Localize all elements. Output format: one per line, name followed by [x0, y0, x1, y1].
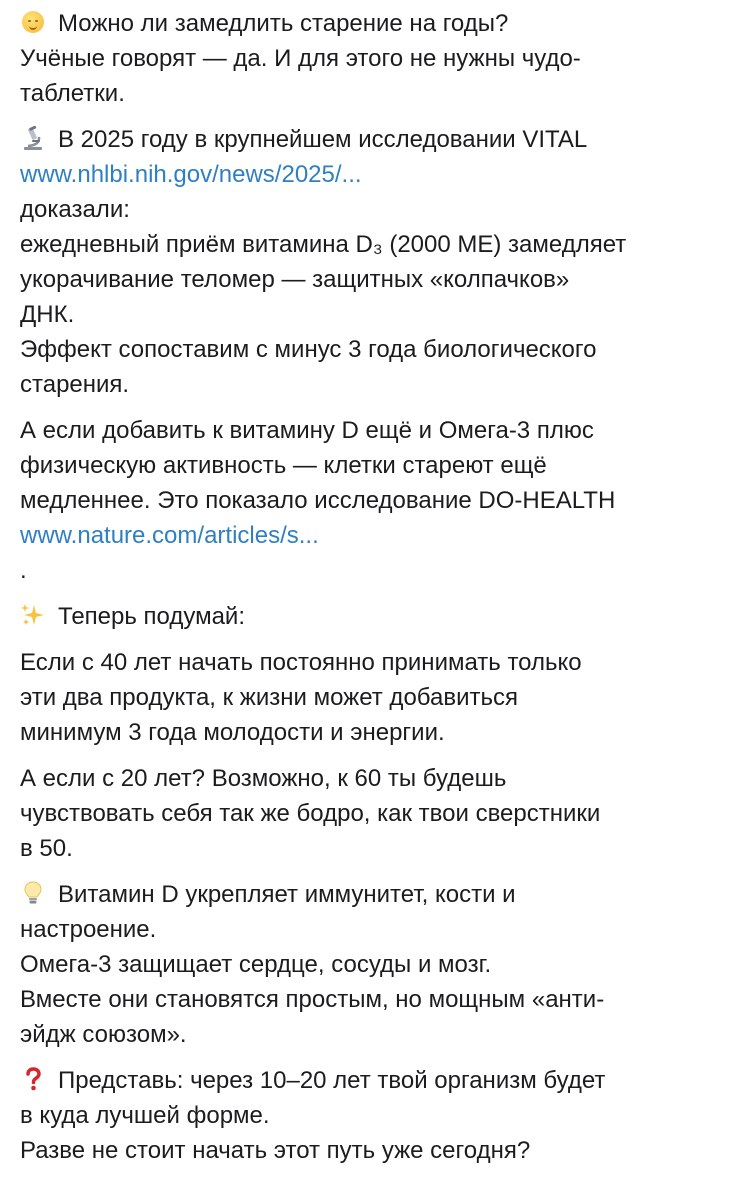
vital-line-1-text: В 2025 году в крупнейшем исследовании VITAL [58, 126, 588, 153]
vital-line-4: ежедневный приём витамина D₃ (2000 МЕ) замедляет [20, 231, 627, 258]
nhlbi-link[interactable]: www.nhlbi.nih.gov/news/2025/... [20, 161, 362, 188]
closing-line-2: в куда лучшей форме. [20, 1102, 270, 1129]
vital-study-paragraph [20, 122, 720, 402]
benefits-line-2: настроение. [20, 916, 157, 943]
benefits-line-1-text: Витамин D укрепляет иммунитет, кости и [58, 881, 516, 908]
age-20-line-3: в 50. [20, 835, 73, 862]
age-40-line-1: Если с 40 лет начать постоянно принимать только [20, 649, 582, 676]
closing-paragraph [20, 1063, 720, 1168]
age-40-line-2: эти два продукта, к жизни может добавиться [20, 684, 518, 711]
think-line-1-text: Теперь подумай: [58, 603, 245, 630]
benefits-line-3: Омега-3 защищает сердце, сосуды и мозг. [20, 951, 492, 978]
age-20-line-2: чувствовать себя так же бодро, как твои сверстники [20, 800, 601, 827]
do-health-line-2: физическую активность — клетки стареют ещё [20, 452, 547, 479]
vital-line-7: Эффект сопоставим с минус 3 года биологического [20, 336, 597, 363]
vital-line-3: доказали: [20, 196, 130, 223]
intro-line-3: таблетки. [20, 80, 125, 107]
vital-line-5: укорачивание теломер — защитных «колпачков» [20, 266, 570, 293]
sun-face-icon [20, 9, 46, 35]
benefits-line-5: эйдж союзом». [20, 1021, 187, 1048]
intro-line-1 [20, 6, 720, 41]
red-question-mark-icon [20, 1066, 46, 1092]
light-bulb-icon [20, 880, 46, 906]
message-post [20, 6, 720, 1179]
intro-paragraph [20, 6, 720, 111]
age-20-paragraph [20, 761, 720, 866]
do-health-line-3: медленнее. Это показало исследование DO-HEALTH [20, 487, 616, 514]
sparkles-icon [20, 602, 46, 628]
closing-line-3: Разве не стоит начать этот путь уже сегодня? [20, 1137, 531, 1164]
trailing-dot: . [20, 557, 27, 584]
vital-line-1 [20, 122, 720, 157]
age-40-line-3: минимум 3 года молодости и энергии. [20, 719, 445, 746]
think-heading-paragraph [20, 599, 720, 634]
vital-line-8: старения. [20, 371, 130, 398]
age-40-paragraph [20, 645, 720, 750]
nature-link[interactable]: www.nature.com/articles/s... [20, 522, 319, 549]
do-health-paragraph [20, 413, 720, 588]
vital-line-6: ДНК. [20, 301, 75, 328]
intro-line-2: Учёные говорят — да. И для этого не нужны чудо- [20, 45, 581, 72]
benefits-line-1 [20, 877, 720, 912]
closing-line-1 [20, 1063, 720, 1098]
benefits-paragraph [20, 877, 720, 1052]
age-20-line-1: А если с 20 лет? Возможно, к 60 ты будешь [20, 765, 507, 792]
intro-line-1-text: Можно ли замедлить старение на годы? [58, 10, 509, 37]
closing-line-1-text: Представь: через 10–20 лет твой организм будет [58, 1067, 606, 1094]
think-line-1 [20, 599, 720, 634]
benefits-line-4: Вместе они становятся простым, но мощным «анти- [20, 986, 605, 1013]
microscope-icon [20, 125, 46, 151]
do-health-line-1: А если добавить к витамину D ещё и Омега-3 плюс [20, 417, 594, 444]
